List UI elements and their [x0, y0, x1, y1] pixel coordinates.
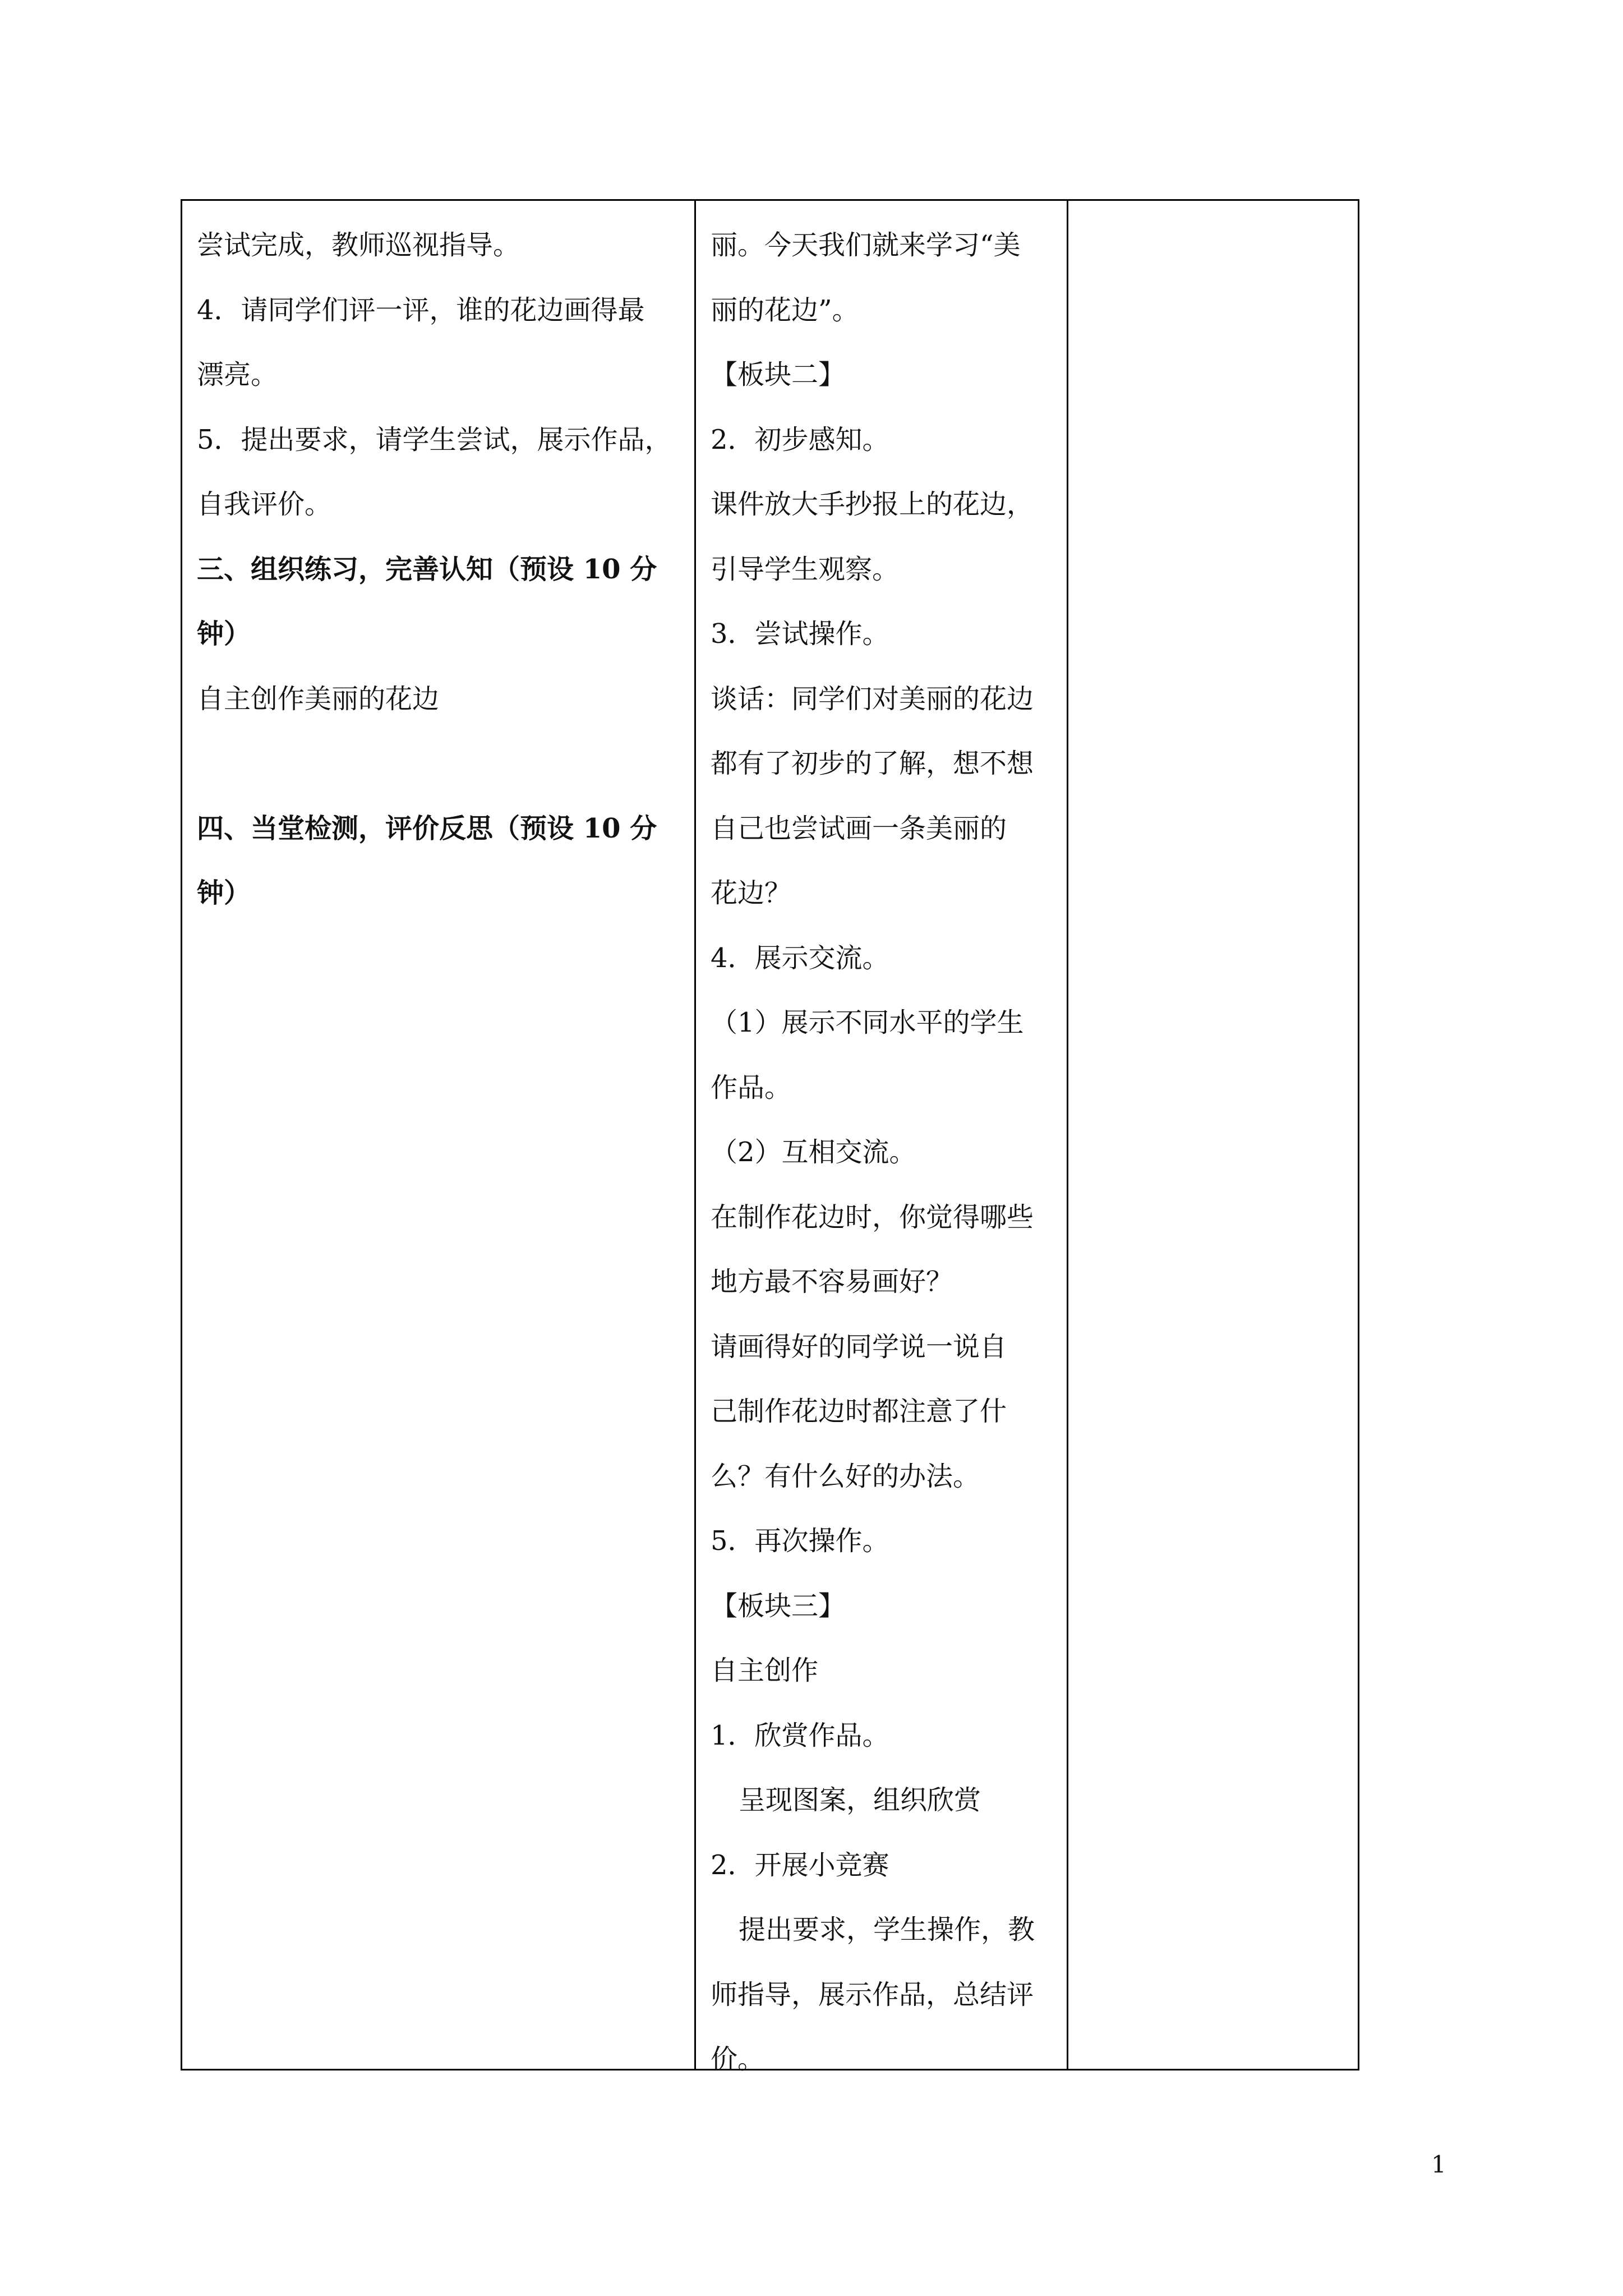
student-text-line: 地方最不容易画好？ [711, 1266, 953, 1297]
teacher-activity-column [182, 201, 696, 2069]
student-text-line: 丽的花边”。 [711, 294, 859, 326]
lesson-plan-table [181, 199, 1359, 2075]
teacher-text-line: 四、当堂检测，评价反思（预设 10 分 [197, 812, 657, 844]
notes-column [1068, 201, 1358, 2069]
student-text-line: 引导学生观察。 [711, 553, 900, 585]
teacher-text-line: 自我评价。 [197, 489, 332, 520]
student-text-line: 花边？ [711, 877, 792, 909]
student-text-line: （2）互相交流。 [711, 1137, 916, 1168]
teacher-text-line: 自主创作美丽的花边 [197, 683, 440, 715]
teacher-text-line: 钟） [197, 618, 251, 650]
student-text-line: 课件放大手抄报上的花边， [711, 489, 1034, 520]
student-activity-column [696, 201, 1068, 2075]
student-text-line: 【板块二】 [711, 359, 846, 390]
student-text-line: 5．再次操作。 [711, 1525, 889, 1557]
student-text-line: 在制作花边时，你觉得哪些 [711, 1201, 1034, 1233]
student-text-line: 丽。今天我们就来学习“美 [711, 229, 1021, 261]
teacher-text-line: 钟） [197, 877, 251, 909]
student-text-line: 价。 [711, 2044, 765, 2075]
student-text-line: 作品。 [711, 1071, 792, 1103]
student-text-line: 2．初步感知。 [711, 424, 889, 455]
teacher-text-line: 三、组织练习，完善认知（预设 10 分 [197, 553, 657, 585]
student-text-line: 自己也尝试画一条美丽的 [711, 812, 1007, 844]
student-text-line: 2．开展小竞赛 [711, 1849, 889, 1881]
teacher-text-line: 尝试完成，教师巡视指导。 [197, 229, 520, 261]
student-text-line: 师指导，展示作品，总结评 [711, 1978, 1034, 2010]
student-text-line: 谈话：同学们对美丽的花边 [711, 683, 1034, 715]
student-text-line: 请画得好的同学说一说自 [711, 1331, 1007, 1363]
teacher-text-line: 4．请同学们评一评，谁的花边画得最 [197, 294, 645, 326]
student-text-line: 呈现图案，组织欣赏 [739, 1784, 981, 1816]
student-text-line: 都有了初步的了解，想不想 [711, 748, 1034, 779]
page-number: 1 [1431, 2151, 1446, 2178]
student-text-line: 【板块三】 [711, 1590, 846, 1622]
student-text-line: 己制作花边时都注意了什 [711, 1396, 1007, 1427]
student-text-line: 4．展示交流。 [711, 942, 889, 974]
student-text-line: 么？有什么好的办法。 [711, 1460, 980, 1492]
teacher-text-line: 漂亮。 [197, 359, 278, 390]
student-text-line: 1．欣赏作品。 [711, 1719, 889, 1751]
teacher-text-line [197, 731, 683, 797]
student-text-line: （1）展示不同水平的学生 [711, 1007, 1024, 1038]
student-text-line: 提出要求，学生操作，教 [739, 1914, 1035, 1945]
teacher-text-line: 5．提出要求，请学生尝试，展示作品， [197, 424, 672, 455]
student-text-line: 自主创作 [711, 1655, 819, 1686]
student-text-line: 3．尝试操作。 [711, 618, 889, 650]
